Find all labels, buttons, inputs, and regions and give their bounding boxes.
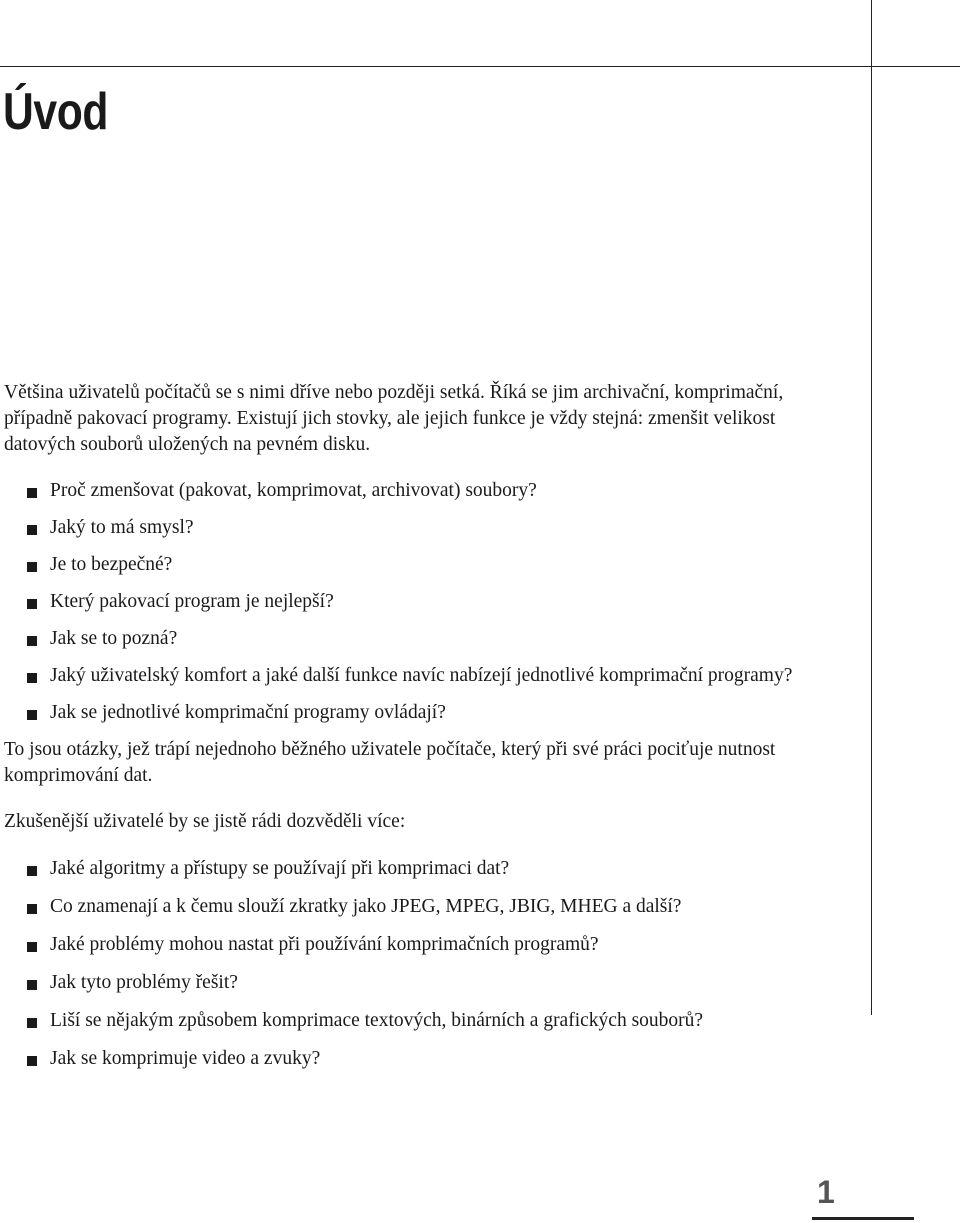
square-bullet-icon xyxy=(27,636,37,646)
square-bullet-icon xyxy=(27,673,37,683)
header-rule xyxy=(0,66,960,67)
list-item: Jak tyto problémy řešit? xyxy=(4,970,812,996)
square-bullet-icon xyxy=(27,562,37,572)
list-item: Jaký to má smysl? xyxy=(4,515,812,541)
list-item: Který pakovací program je nejlepší? xyxy=(4,589,812,615)
square-bullet-icon xyxy=(27,980,37,990)
list-item: Proč zmenšovat (pakovat, komprimovat, archivovat) soubory? xyxy=(4,478,812,504)
list-item: Jaké problémy mohou nastat při používání komprimačních programů? xyxy=(4,932,812,958)
square-bullet-icon xyxy=(27,599,37,609)
margin-rule xyxy=(871,0,872,1015)
list-item: Liší se nějakým způsobem komprimace textových, binárních a grafických souborů? xyxy=(4,1008,812,1034)
question-list-advanced xyxy=(4,856,812,1072)
body-paragraph: Zkušenější uživatelé by se jistě rádi dozvěděli více: xyxy=(4,811,406,832)
page-number: 1 xyxy=(817,1174,835,1210)
question-list-basic xyxy=(4,478,812,726)
square-bullet-icon xyxy=(27,1018,37,1028)
footer-rule xyxy=(812,1217,914,1220)
square-bullet-icon xyxy=(27,710,37,720)
square-bullet-icon xyxy=(27,904,37,914)
square-bullet-icon xyxy=(27,942,37,952)
list-item: Jak se jednotlivé komprimační programy ovládají? xyxy=(4,700,812,726)
list-item: Jak se to pozná? xyxy=(4,626,812,652)
square-bullet-icon xyxy=(27,866,37,876)
square-bullet-icon xyxy=(27,488,37,498)
body-paragraph: To jsou otázky, jež trápí nejednoho běžného uživatele počítače, který při své práci pociťuje nutnost komprimování dat. xyxy=(4,739,776,786)
intro-paragraph: Většina uživatelů počítačů se s nimi dříve nebo později setká. Říká se jim archivační, komprimační, případně pakovací programy. Existují jich stovky, ale jejich funkce je vždy stejná: zmenšit velikost datových souborů uložených na pevném disku. xyxy=(4,382,784,455)
list-item: Co znamenají a k čemu slouží zkratky jako JPEG, MPEG, JBIG, MHEG a další? xyxy=(4,894,812,920)
square-bullet-icon xyxy=(27,525,37,535)
square-bullet-icon xyxy=(27,1056,37,1066)
list-item: Je to bezpečné? xyxy=(4,552,812,578)
list-item: Jaký uživatelský komfort a jaké další funkce navíc nabízejí jednotlivé komprimační programy? xyxy=(4,663,812,689)
list-item: Jaké algoritmy a přístupy se používají při komprimaci dat? xyxy=(4,856,812,882)
chapter-body xyxy=(4,380,812,1084)
list-item: Jak se komprimuje video a zvuky? xyxy=(4,1046,812,1072)
chapter-title: Úvod xyxy=(3,83,108,141)
